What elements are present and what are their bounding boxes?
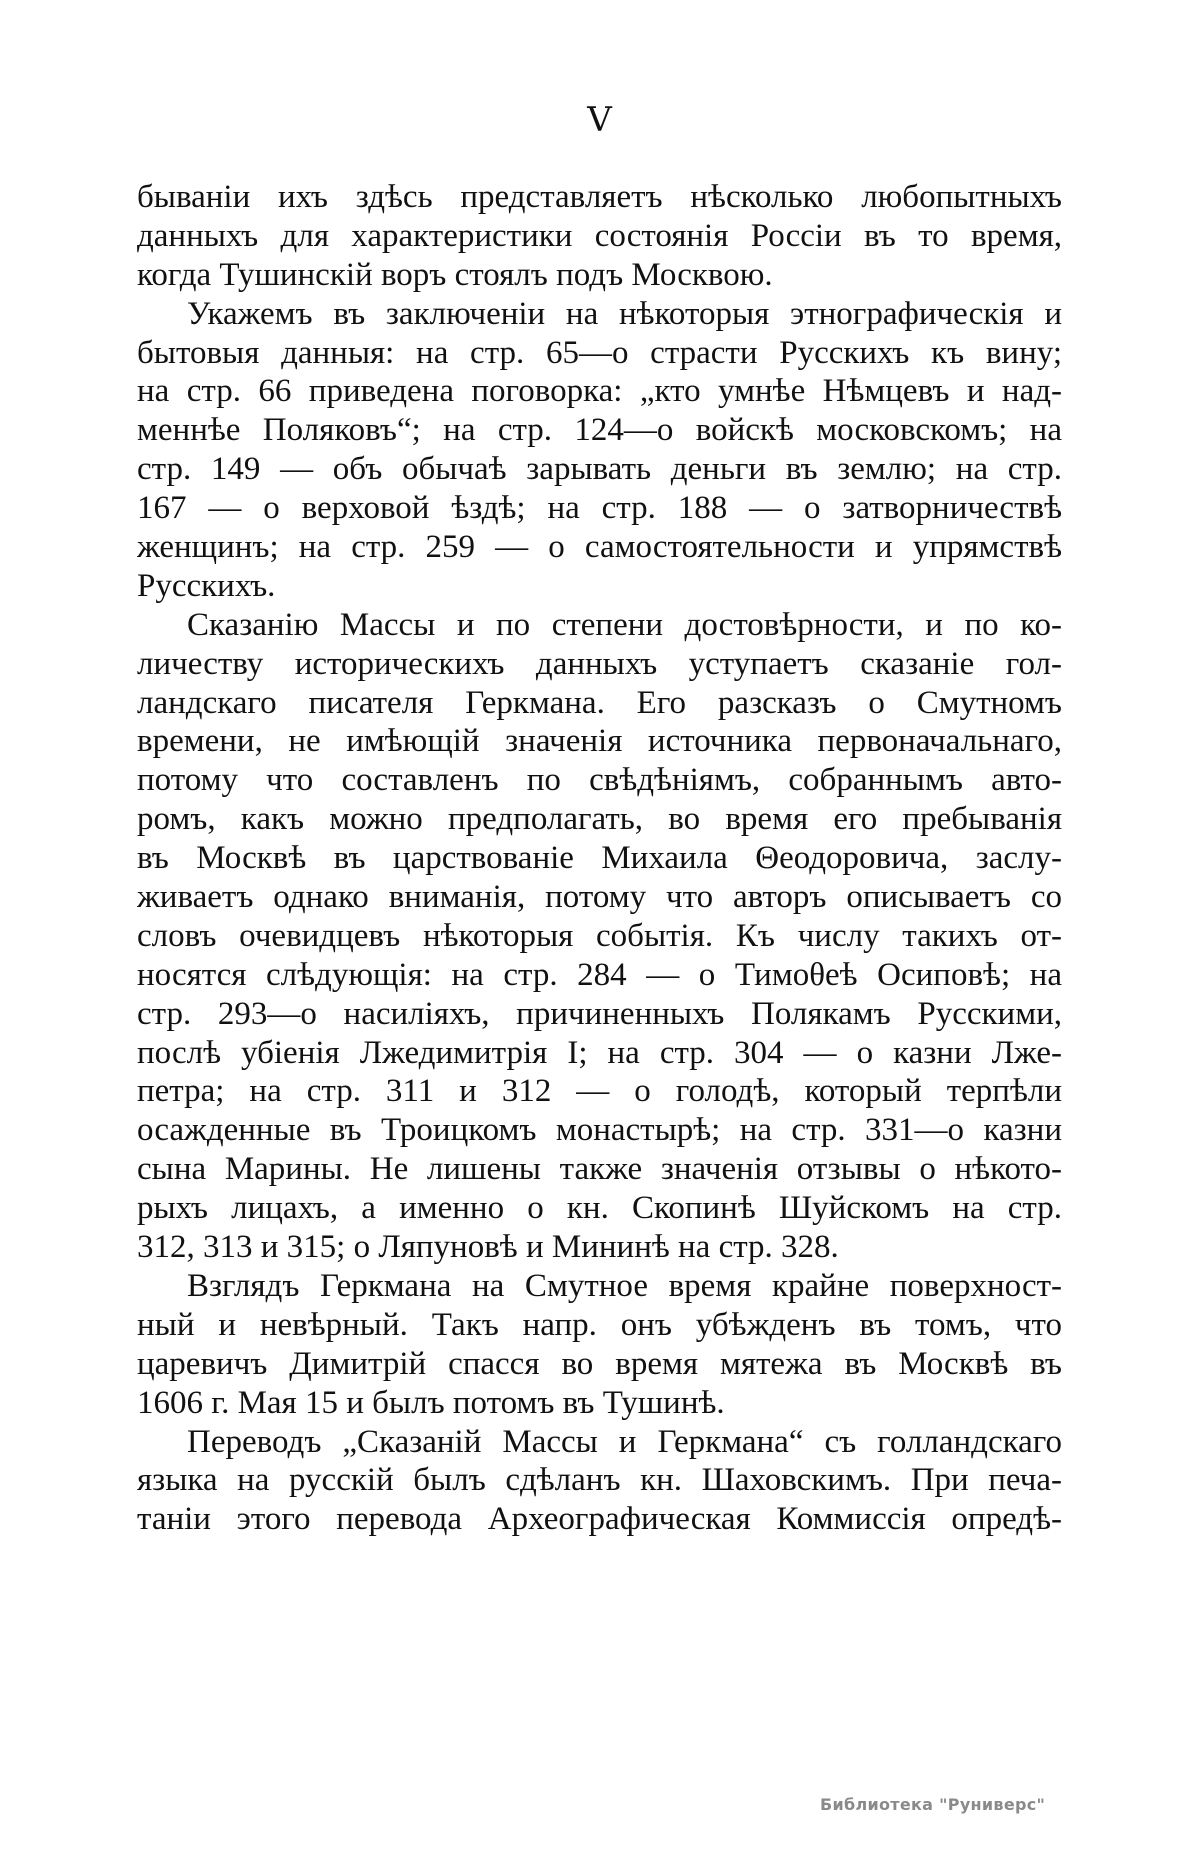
paragraph (137, 295, 1062, 606)
text-line: танiи этого перевода Археографическая Коммиссiя опредѣ- (137, 1501, 1062, 1538)
text-line: стр. 293—о насилiяхъ, причиненныхъ Полякамъ Русскими, (137, 995, 1062, 1032)
text-line: Переводъ „Сказанiй Массы и Геркмана“ съ голландскаго (187, 1423, 1062, 1460)
text-line: царевичъ Димитрiй спасся во время мятежа въ Москвѣ въ (137, 1345, 1062, 1382)
text-line: на стр. 66 приведена поговорка: „кто умнѣе Нѣмцевъ и над- (137, 373, 1062, 410)
text-line: личеству историческихъ данныхъ уступаетъ сказанiе гол- (137, 645, 1062, 682)
text-line: Взглядъ Геркмана на Смутное время крайне поверхност- (187, 1267, 1062, 1304)
page-body (137, 178, 1062, 1539)
text-line: бытовыя данныя: на стр. 65—о страсти Русскихъ къ вину; (137, 334, 1062, 371)
text-line: 167 — о верховой ѣздѣ; на стр. 188 — о затворничествѣ (137, 490, 1062, 527)
text-line: въ Москвѣ въ царствованiе Михаила Θеодоровича, заслу- (137, 840, 1062, 877)
text-line: потому что составленъ по свѣдѣнiямъ, собраннымъ авто- (137, 762, 1062, 799)
text-line: ландскаго писателя Геркмана. Его разсказъ о Смутномъ (137, 684, 1062, 721)
text-line: языка на русскiй былъ сдѣланъ кн. Шаховскимъ. При печа- (137, 1462, 1062, 1499)
text-line: петра; на стр. 311 и 312 — о голодѣ, который терпѣли (137, 1073, 1062, 1110)
text-line: Укажемъ въ заключенiи на нѣкоторыя этнографическiя и (187, 295, 1062, 332)
text-line: рыхъ лицахъ, а именно о кн. Скопинѣ Шуйскомъ на стр. (137, 1190, 1062, 1227)
text-line: меннѣе Поляковъ“; на стр. 124—о войскѣ московскомъ; на (137, 412, 1062, 449)
text-line: Русскихъ. (137, 567, 276, 604)
paragraph (137, 606, 1062, 1267)
text-line: женщинъ; на стр. 259 — о самостоятельности и упрямствѣ (137, 529, 1062, 566)
text-line: стр. 149 — объ обычаѣ зарывать деньги въ землю; на стр. (137, 451, 1062, 488)
paragraph (137, 178, 1062, 295)
paragraph (137, 1423, 1062, 1540)
text-line: послѣ убiенiя Лжедимитрiя I; на стр. 304 — о казни Лже- (137, 1034, 1062, 1071)
text-line: живаетъ однако вниманiя, потому что авторъ описываетъ со (137, 879, 1062, 916)
text-line: носятся слѣдующiя: на стр. 284 — о Тимоθеѣ Осиповѣ; на (137, 956, 1062, 993)
text-line: быванiи ихъ здѣсь представляетъ нѣсколько любопытныхъ (137, 179, 1062, 215)
text-line: 312, 313 и 315; о Ляпуновѣ и Мининѣ на стр. 328. (137, 1229, 839, 1266)
text-line: Сказанiю Массы и по степени достовѣрности, и по ко- (187, 606, 1062, 643)
text-line: времени, не имѣющiй значенiя источника первоначальнаго, (137, 723, 1062, 760)
text-line: ный и невѣрный. Такъ напр. онъ убѣжденъ въ томъ, что (137, 1306, 1062, 1343)
library-watermark: Библиотека "Руниверс" (820, 1795, 1046, 1814)
text-line: осажденные въ Троицкомъ монастырѣ; на стр. 331—о казни (137, 1112, 1062, 1149)
page-number: V (587, 100, 613, 140)
text-line: ромъ, какъ можно предполагать, во время его пребыванiя (137, 801, 1062, 838)
text-line: словъ очевидцевъ нѣкоторыя событiя. Къ числу такихъ от- (137, 917, 1062, 954)
text-line: когда Тушинскiй воръ стоялъ подъ Москвою. (137, 256, 773, 293)
text-line: данныхъ для характеристики состоянiя Россiи въ то время, (137, 217, 1062, 254)
text-line: сына Марины. Не лишены также значенiя отзывы о нѣкото- (137, 1151, 1062, 1188)
text-line: 1606 г. Мая 15 и былъ потомъ въ Тушинѣ. (137, 1384, 725, 1421)
paragraph (137, 1267, 1062, 1423)
